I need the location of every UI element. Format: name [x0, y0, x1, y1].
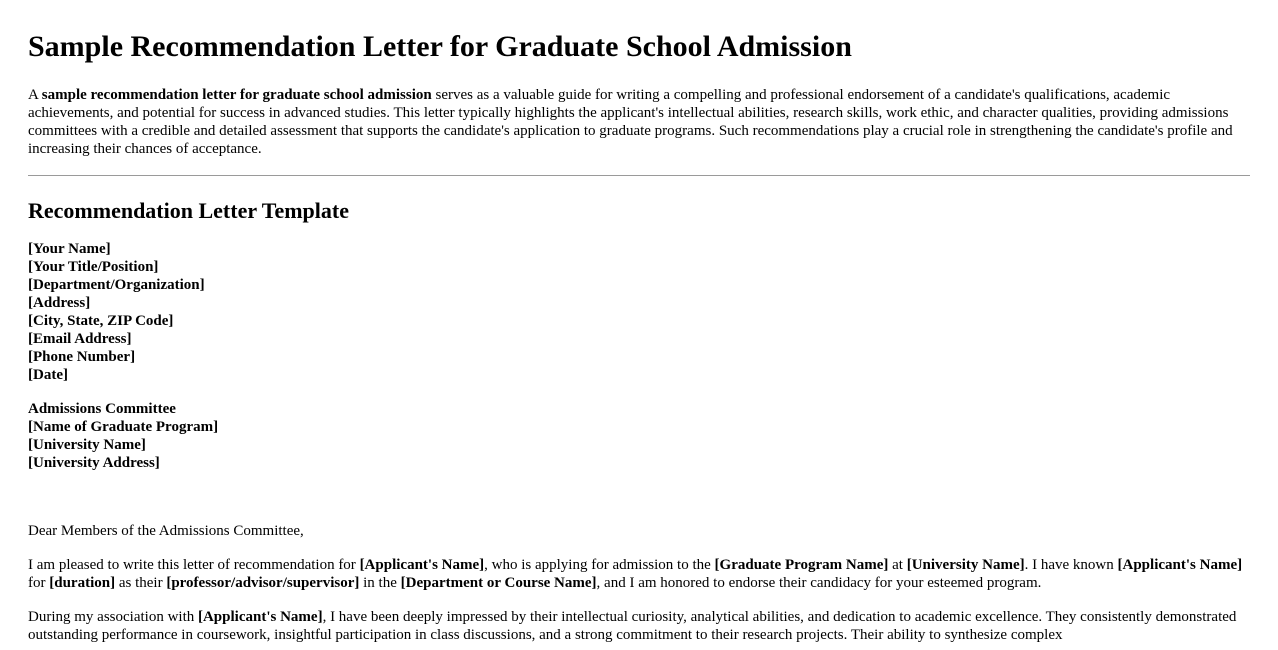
intro-rest: serves as a valuable guide for writing a compelling and professional endorsement of a candidate's qualifications, academic achievements, and potential for success in advanced studies. This letter typically highlights the applicant's intellectual abilities, research skills, work ethic, and character qualities, providing admissions committees with a credible and detailed assessment that supports the candidate's application to graduate programs. Such recommendations play a crucial role in strengthening the candidate's profile and increasing their chances of acceptance.: [28, 87, 1233, 157]
sender-title: [Your Title/Position]: [28, 259, 159, 275]
sender-address: [Address]: [28, 295, 91, 311]
p1-text-6: as their: [115, 575, 167, 591]
p1-placeholder-university: [University Name]: [906, 557, 1025, 573]
p1-placeholder-applicant-2: [Applicant's Name]: [1117, 557, 1243, 573]
intro-bold-phrase: sample recommendation letter for graduate school admission: [41, 87, 432, 103]
p1-text-5: for: [28, 575, 50, 591]
divider: [28, 175, 1250, 176]
recipient-university: [University Name]: [28, 437, 146, 453]
document-page: [28, 0, 1250, 650]
p1-placeholder-applicant: [Applicant's Name]: [359, 557, 485, 573]
p1-text-1: I am pleased to write this letter of recommendation for: [28, 557, 360, 573]
sender-date: [Date]: [28, 367, 68, 383]
sender-department: [Department/Organization]: [28, 277, 205, 293]
template-heading: Recommendation Letter Template: [28, 198, 349, 223]
recipient-block: [28, 400, 1250, 472]
p2-placeholder-applicant: [Applicant's Name]: [197, 609, 323, 625]
sender-phone: [Phone Number]: [28, 349, 136, 365]
page-title: Sample Recommendation Letter for Graduate School Admission: [28, 30, 852, 63]
intro-lead: A: [28, 87, 42, 103]
p1-text-7: in the: [359, 575, 401, 591]
recipient-program: [Name of Graduate Program]: [28, 419, 219, 435]
recipient-address: [University Address]: [28, 455, 160, 471]
body-paragraph-1: [28, 556, 1250, 592]
p1-placeholder-role: [professor/advisor/supervisor]: [166, 575, 360, 591]
p1-text-4: . I have known: [1024, 557, 1118, 573]
p1-text-3: at: [888, 557, 907, 573]
intro-paragraph: [28, 86, 1250, 158]
sender-city: [City, State, ZIP Code]: [28, 313, 174, 329]
sender-email: [Email Address]: [28, 331, 132, 347]
recipient-committee: Admissions Committee: [28, 401, 176, 417]
p1-placeholder-program: [Graduate Program Name]: [714, 557, 889, 573]
p2-text-2: , I have been deeply impressed by their intellectual curiosity, analytical abilities, and dedication to academic excellence. They consistently demonstrated outstanding performance in coursework, insightful participation in class discussions, and a strong commitment to their research projects. Their ability to synthesize complex: [28, 609, 1237, 643]
p1-placeholder-duration: [duration]: [49, 575, 116, 591]
p1-text-8: , and I am honored to endorse their candidacy for your esteemed program.: [596, 575, 1042, 591]
sender-block: [28, 240, 1250, 384]
p2-text-1: During my association with: [28, 609, 198, 625]
p1-placeholder-department: [Department or Course Name]: [400, 575, 597, 591]
greeting: Dear Members of the Admissions Committee,: [28, 523, 304, 539]
p1-text-2: , who is applying for admission to the: [484, 557, 715, 573]
body-paragraph-2: [28, 608, 1250, 644]
sender-name: [Your Name]: [28, 241, 111, 257]
